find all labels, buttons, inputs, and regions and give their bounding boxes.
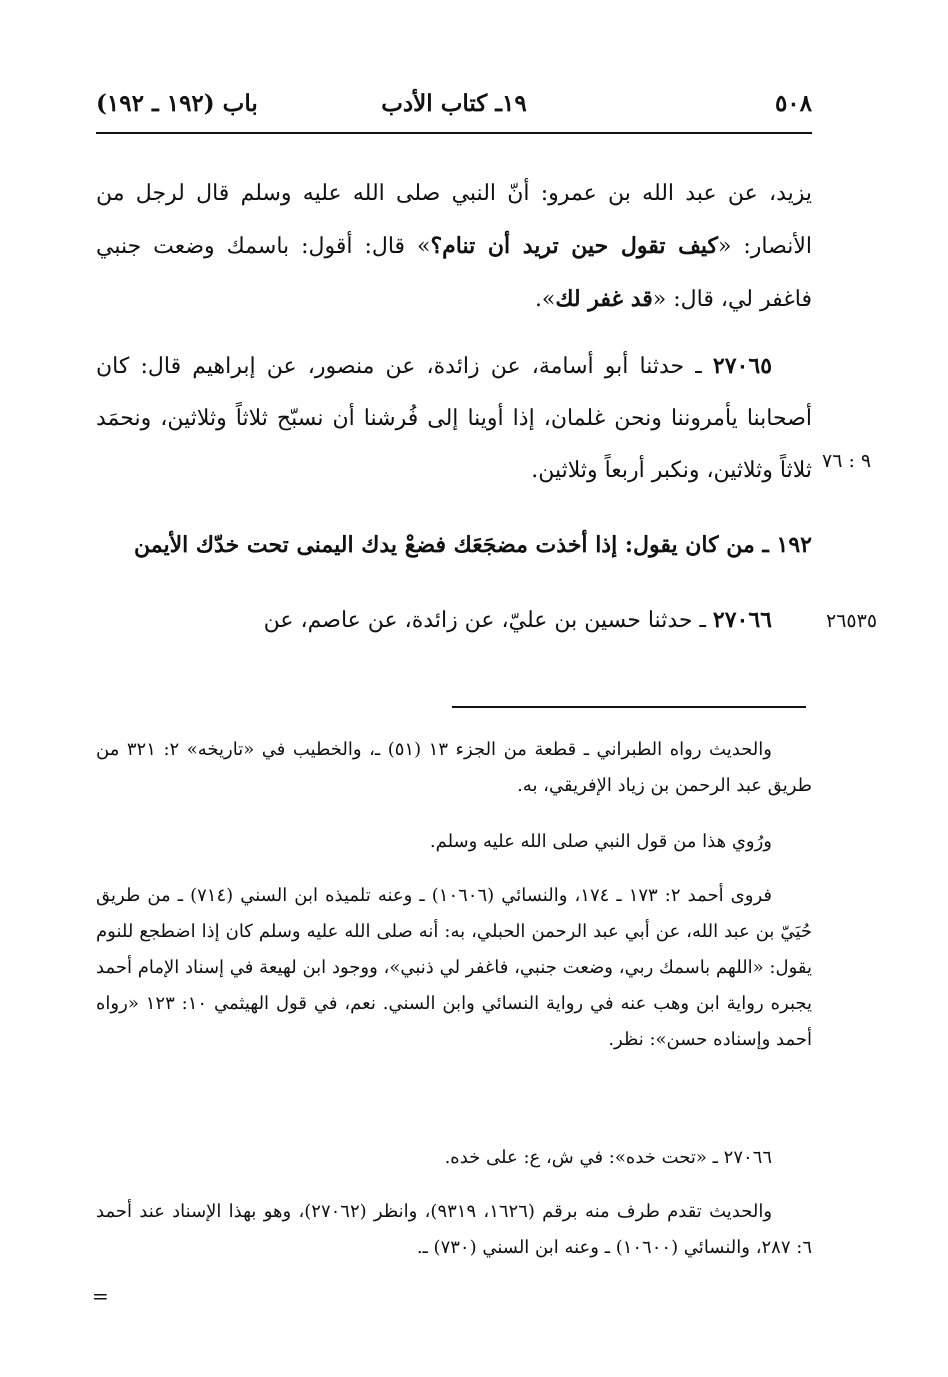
footnote: والحديث تقدم طرف منه برقم (١٦٢٦، ٩٣١٩)، وانظر (٢٧٠٦٢)، وهو بهذا الإسناد عند أحمد ٦: ٢٨٧، والنسائي (١٠٦٠٠) ـ وعنه ابن السني (٧٣٠) ـ. [96, 1201, 812, 1258]
chapter-heading: ١٩٢ ـ من كان يقول: إذا أخذت مضجَعَك فضعْ يدك اليمنى تحت خدّك الأيمن [134, 532, 812, 558]
book-title: ١٩ـ كتاب الأدب [381, 90, 527, 117]
hadith-27065 [96, 340, 812, 497]
margin-reference: ٢٦٥٣٥ [826, 610, 878, 632]
hadith-27066 [96, 594, 812, 647]
hadith-continuation [96, 168, 812, 326]
footnote: ٢٧٠٦٦ ـ «تحت خده»: في ش، ع: على خده. [444, 1147, 772, 1168]
hadith-text: ـ حدثنا حسين بن عليّ، عن زائدة، عن عاصم، عن [263, 608, 706, 633]
text-segment: يزيد، عن عبد الله بن عمرو: أنّ النبي صلى الله عليه وسلم قال لرجل من الأنصار: « [96, 181, 812, 259]
margin-reference: ٩ : ٧٦ [822, 450, 872, 472]
hadith-text: ـ حدثنا أبو أسامة، عن زائدة، عن منصور، عن إبراهيم قال: كان أصحابنا يأمروننا ونحن غلمان، إذا أوينا إلى فُرشنا أن نسبّح ثلاثاً وثلاثين، ونحمَد ثلاثاً وثلاثين، ونكبر أربعاً وثلاثين. [96, 354, 812, 483]
hadith-number: ٢٧٠٦٥ [712, 353, 773, 379]
chapter-range: باب (١٩٢ ـ ١٩٢) [96, 90, 258, 117]
footnote: ورُوي هذا من قول النبي صلى الله عليه وسلم. [429, 831, 772, 852]
page-number: ٥٠٨ [774, 90, 812, 117]
footnote: فروى أحمد ٢: ١٧٣ ـ ١٧٤، والنسائي (١٠٦٠٦) ـ وعنه تلميذه ابن السني (٧١٤) ـ من طريق حُيَيّ بن عبد الله، عن أبي عبد الرحمن الحبلي، به: أنه صلى الله عليه وسلم كان إذا اضطجع للنوم يقول: «اللهم باسمك ربي، وضعت جنبي، فاغفر لي ذنبي»، ووجود ابن لهيعة في إسناد الإمام أحمد يجبره رواية ابن وهب عنه في رواية النسائي وابن السني. نعم، في قول الهيثمي ١٠: ١٢٣ «رواه أحمد وإسناده حسن»: نظر. [96, 885, 812, 1050]
header-rule [96, 132, 812, 134]
footnote-rule [452, 706, 806, 708]
hadith-number: ٢٧٠٦٦ [712, 607, 772, 633]
prophet-quote: كيف تقول حين تريد أن تنام؟ [430, 233, 718, 259]
footnote: والحديث رواه الطبراني ـ قطعة من الجزء ١٣ (٥١) ـ، والخطيب في «تاريخه» ٢: ٣٢١ من طريق عبد الرحمن بن زياد الإفريقي، به. [96, 739, 812, 796]
page-header [96, 88, 812, 128]
prophet-quote: قد غفر لك [555, 286, 653, 312]
continuation-mark: = [92, 1284, 109, 1308]
text-segment: ». [534, 287, 556, 312]
text-segment: » قال: أقول: باسمك وضعت جنبي فاغفر لي، قال: « [96, 234, 812, 312]
